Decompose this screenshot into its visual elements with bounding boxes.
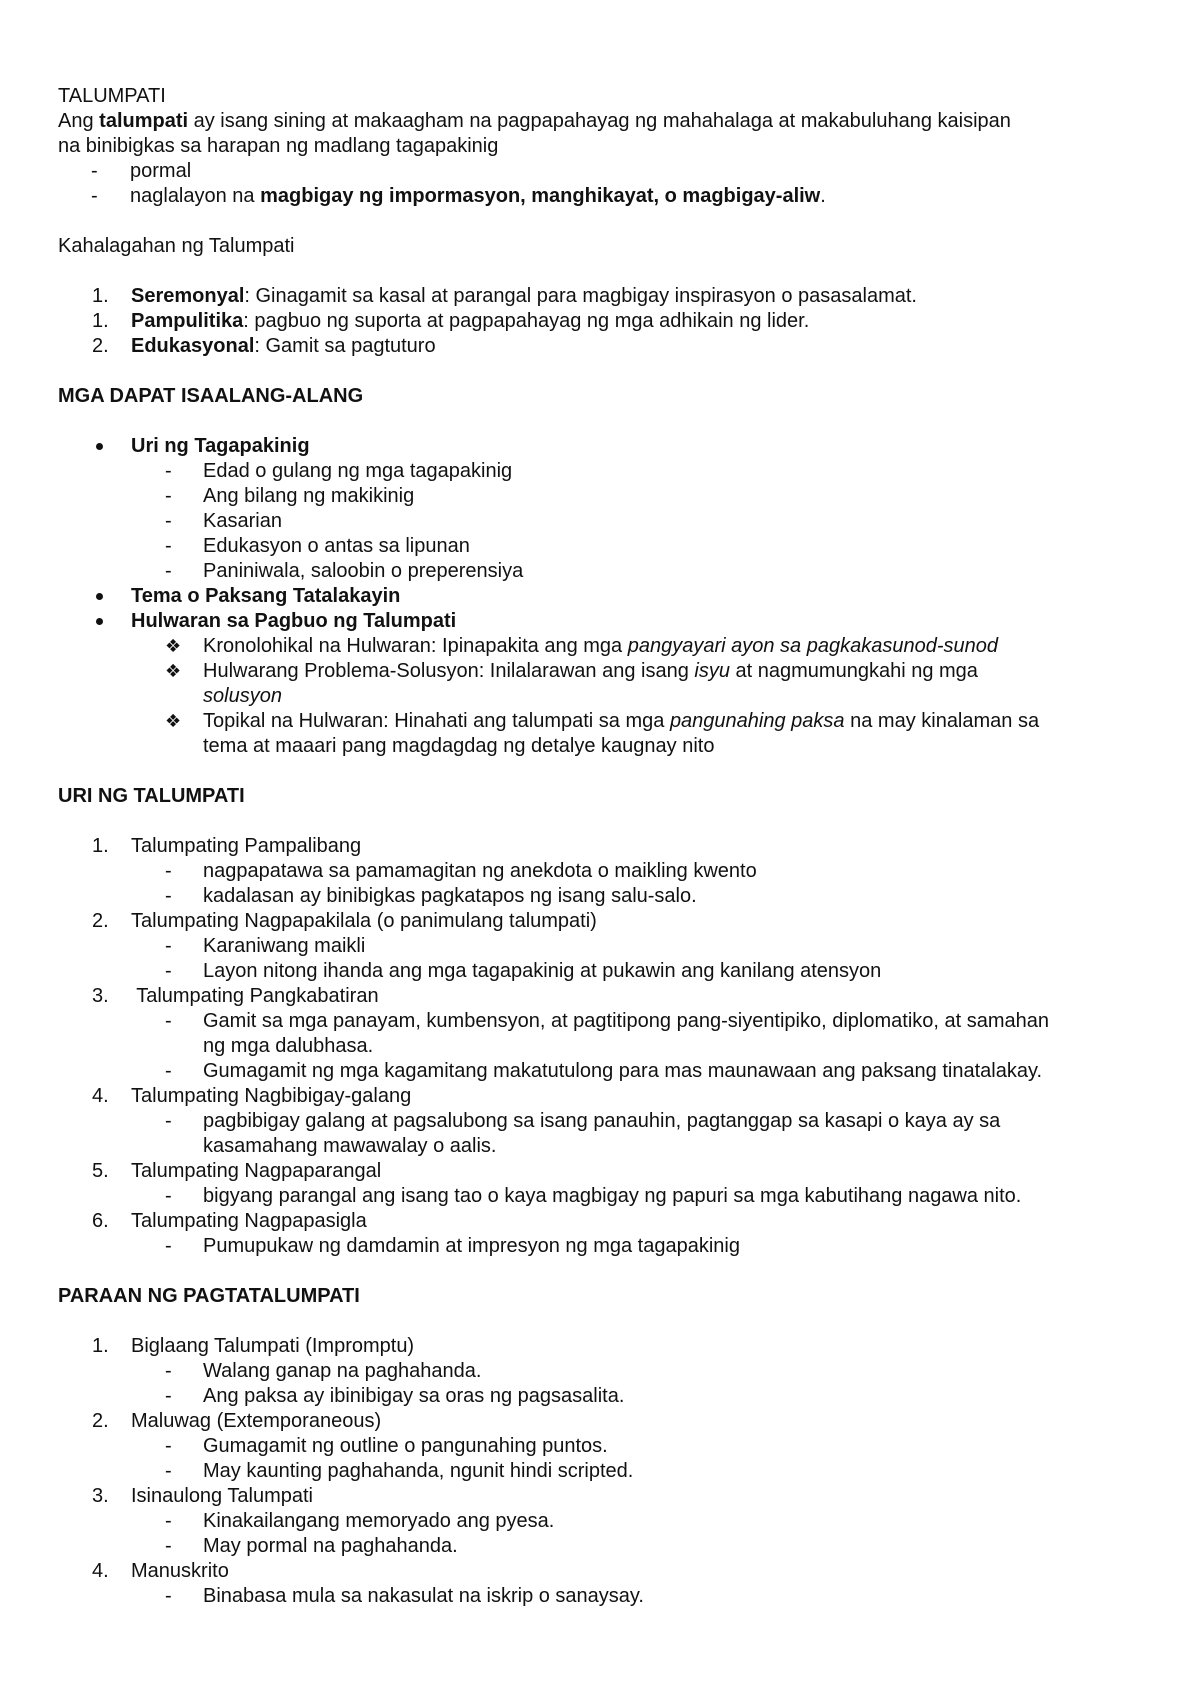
dash-item: - Layon nitong ihanda ang mga tagapakinig at pukawin ang kanilang atensyon — [165, 960, 882, 982]
bullet-icon — [96, 618, 103, 625]
list-item: 3. Talumpating Pangkabatiran — [92, 985, 379, 1007]
dash-item: - Gumagamit ng outline o pangunahing puntos. — [165, 1435, 608, 1457]
dash-item: - bigyang parangal ang isang tao o kaya magbigay ng papuri sa mga kabutihang nagawa nito. — [165, 1185, 1022, 1207]
dash-item: - nagpapatawa sa pamamagitan ng anekdota o maikling kwento — [165, 860, 757, 882]
section-heading: PARAAN NG PAGTATALUMPATI — [58, 1285, 360, 1307]
document-title: TALUMPATI — [58, 85, 166, 107]
dash-item: - May pormal na paghahanda. — [165, 1535, 458, 1557]
dash-item: - May kaunting paghahanda, ngunit hindi scripted. — [165, 1460, 634, 1482]
dash-item: - Gamit sa mga panayam, kumbensyon, at pagtitipong pang-siyentipiko, diplomatiko, at samahan — [165, 1010, 1050, 1032]
bullet-item: Tema o Paksang Tatalakayin — [58, 584, 400, 609]
bullet-icon — [96, 443, 103, 450]
dash-item: - Karaniwang maikli — [165, 935, 366, 957]
dash-item-continuation: kasamahang mawawalay o aalis. — [203, 1135, 497, 1157]
definition-line: Ang talumpati ay isang sining at makaagham na pagpapahayag ng mahahalaga at makabuluhang kaisipan — [58, 110, 1011, 132]
hulwaran-continuation: solusyon — [203, 685, 282, 707]
list-item: 5. Talumpating Nagpaparangal — [92, 1160, 382, 1182]
list-item: 4. Talumpating Nagbibigay-galang — [92, 1085, 412, 1107]
list-item: 1. Biglaang Talumpati (Impromptu) — [92, 1335, 415, 1357]
list-item: 3. Isinaulong Talumpati — [92, 1485, 313, 1507]
diamond-bullet-icon: ❖ — [165, 661, 182, 682]
list-item: 1. Talumpating Pampalibang — [92, 835, 362, 857]
dash-item-continuation: ng mga dalubhasa. — [203, 1035, 374, 1057]
list-item: 4. Manuskrito — [92, 1560, 229, 1582]
section-heading: MGA DAPAT ISAALANG-ALANG — [58, 385, 364, 407]
dash-item: - Paniniwala, saloobin o preperensiya — [165, 560, 524, 582]
hulwaran-item: ❖ Kronolohikal na Hulwaran: Ipinapakita ang mga pangyayari ayon sa pagkakasunod-sunod — [165, 635, 998, 657]
dash-item: - Walang ganap na paghahanda. — [165, 1360, 482, 1382]
bullet-item: Hulwaran sa Pagbuo ng Talumpati — [58, 609, 456, 634]
dash-item: - naglalayon na magbigay ng impormasyon, manghikayat, o magbigay-aliw. — [91, 185, 826, 207]
dash-item: - Ang bilang ng makikinig — [165, 485, 415, 507]
dash-item: - Kasarian — [165, 510, 282, 532]
list-item: 1. Seremonyal: Ginagamit sa kasal at parangal para magbigay inspirasyon o pasasalamat. — [92, 285, 917, 307]
hulwaran-item: ❖ Topikal na Hulwaran: Hinahati ang talumpati sa mga pangunahing paksa na may kinalaman sa — [165, 710, 1040, 732]
section-heading: URI NG TALUMPATI — [58, 785, 245, 807]
list-item: 2. Edukasyonal: Gamit sa pagtuturo — [92, 335, 436, 357]
hulwaran-continuation: tema at maaari pang magdagdag ng detalye kaugnay nito — [203, 735, 715, 757]
dash-item: - Edukasyon o antas sa lipunan — [165, 535, 470, 557]
section-heading: Kahalagahan ng Talumpati — [58, 235, 295, 257]
bullet-icon — [96, 593, 103, 600]
list-item: 2. Talumpating Nagpapakilala (o panimulang talumpati) — [92, 910, 597, 932]
dash-item: - Gumagamit ng mga kagamitang makatutulong para mas maunawaan ang paksang tinatalakay. — [165, 1060, 1043, 1082]
list-item: 6. Talumpating Nagpapasigla — [92, 1210, 367, 1232]
dash-item: - Pumupukaw ng damdamin at impresyon ng mga tagapakinig — [165, 1235, 740, 1257]
bullet-item: Uri ng Tagapakinig — [58, 434, 310, 459]
diamond-bullet-icon: ❖ — [165, 711, 182, 732]
diamond-bullet-icon: ❖ — [165, 636, 182, 657]
list-item: 1. Pampulitika: pagbuo ng suporta at pagpapahayag ng mga adhikain ng lider. — [92, 310, 810, 332]
dash-item: - Edad o gulang ng mga tagapakinig — [165, 460, 513, 482]
definition-line-2: na binibigkas sa harapan ng madlang tagapakinig — [58, 135, 499, 157]
dash-item: - pagbibigay galang at pagsalubong sa isang panauhin, pagtanggap sa kasapi o kaya ay sa — [165, 1110, 1001, 1132]
dash-item: - Binabasa mula sa nakasulat na iskrip o sanaysay. — [165, 1585, 644, 1607]
list-item: 2. Maluwag (Extemporaneous) — [92, 1410, 382, 1432]
dash-item: - pormal — [91, 160, 192, 182]
hulwaran-item: ❖ Hulwarang Problema-Solusyon: Inilalarawan ang isang isyu at nagmumungkahi ng mga — [165, 660, 978, 682]
dash-item: - Kinakailangang memoryado ang pyesa. — [165, 1510, 555, 1532]
dash-item: - kadalasan ay binibigkas pagkatapos ng isang salu-salo. — [165, 885, 697, 907]
dash-item: - Ang paksa ay ibinibigay sa oras ng pagsasalita. — [165, 1385, 625, 1407]
